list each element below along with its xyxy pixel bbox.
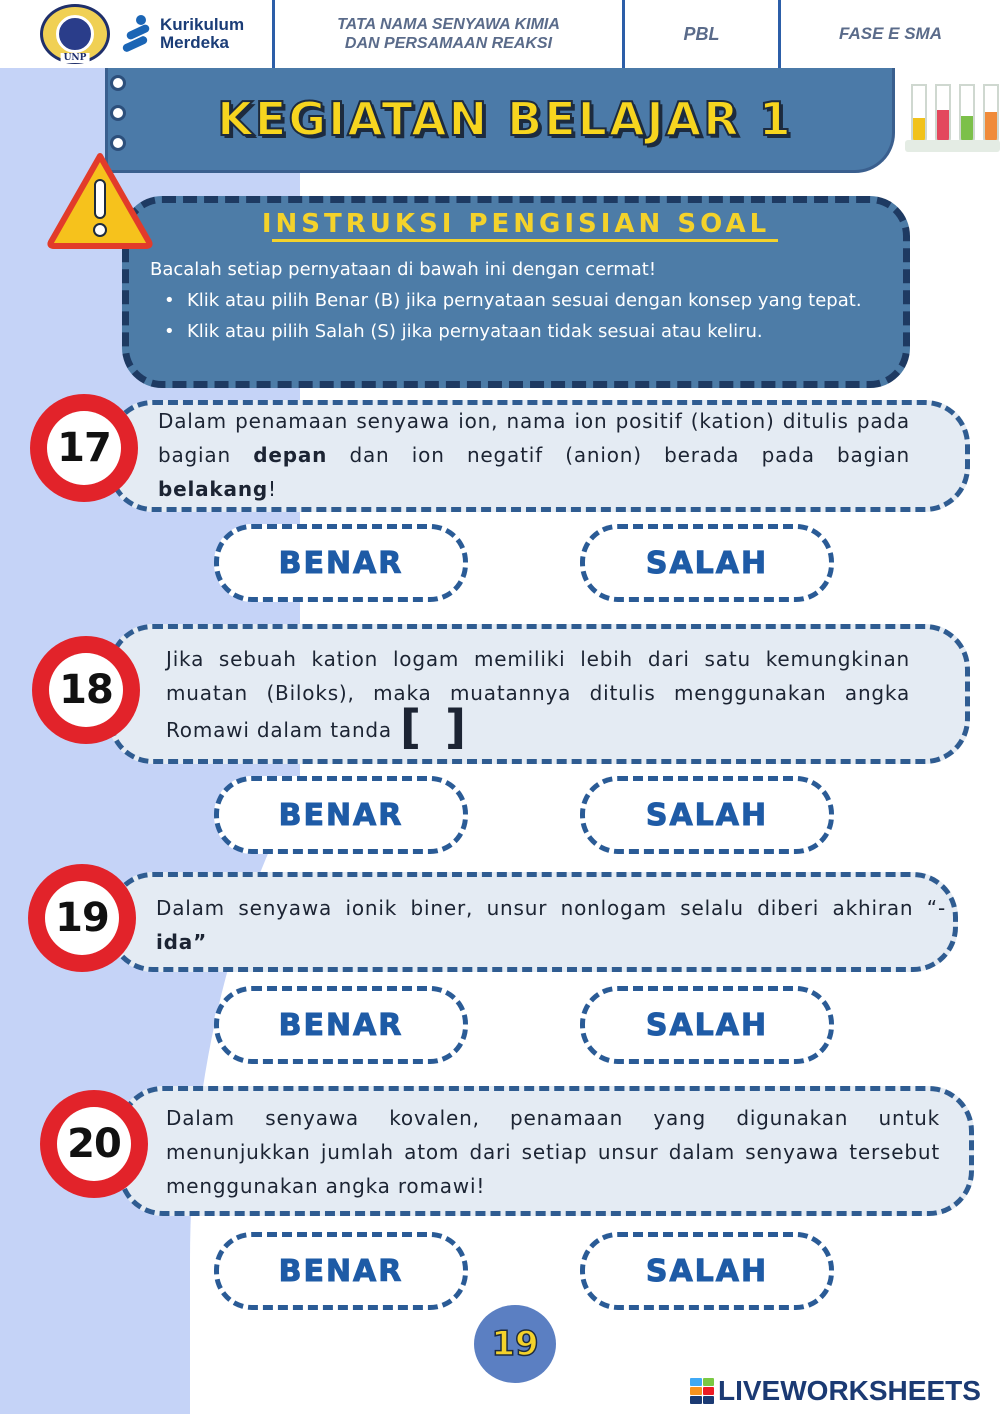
merdeka-line: Merdeka [160,33,229,52]
liveworksheets-logo [690,1375,981,1407]
header-model: PBL [622,0,778,68]
question-number-badge [28,864,136,972]
ring-icon [110,105,126,121]
header-logos [0,0,272,68]
question-text-part: ! [267,477,277,501]
university-logo [40,4,110,64]
university-emblem-icon [56,15,94,53]
kurikulum-merdeka-logo [122,15,244,53]
topic-line-2: DAN PERSAMAAN REAKSI [344,35,553,52]
topic-line-1: TATA NAMA SENYAWA KIMIA [337,16,560,33]
page-header [0,0,1000,68]
kurikulum-merdeka-text [160,16,244,52]
question-number-badge [32,636,140,744]
liveworksheets-icon [690,1378,714,1404]
question-text-18 [166,642,910,754]
answer-false-button-18[interactable]: SALAH [580,776,834,854]
question-text-bold: depan [253,443,328,467]
answer-true-button-17[interactable]: BENAR [214,524,468,602]
activity-title: KEGIATAN BELAJAR 1 [217,92,793,146]
kurikulum-line: Kurikulum [160,15,245,34]
ring-icon [110,135,126,151]
ring-icon [110,75,126,91]
answer-false-button-17[interactable]: SALAH [580,524,834,602]
page-number: 19 [474,1305,556,1383]
instruction-intro: Bacalah setiap pernyataan di bawah ini dengan cermat! [150,259,657,280]
question-number: 20 [57,1107,131,1181]
kurikulum-merdeka-icon [122,15,154,53]
instruction-item: • Klik atau pilih Salah (S) jika pernyataan tidak sesuai atau keliru. [150,316,890,347]
question-text-part: dan ion negatif (anion) berada pada bagian [327,443,910,467]
question-number: 19 [45,881,119,955]
instruction-text [150,254,890,347]
question-number-badge [40,1090,148,1198]
answer-true-button-20[interactable]: BENAR [214,1232,468,1310]
question-number-badge [30,394,138,502]
question-text-19 [156,891,946,959]
answer-false-button-20[interactable]: SALAH [580,1232,834,1310]
instruction-list [150,285,890,347]
bracket-symbol: [ ] [399,700,471,754]
liveworksheets-text: LIVEWORKSHEETS [718,1375,981,1406]
question-text-17 [158,404,910,506]
question-text-part: Dalam senyawa ionik biner, unsur nonlogam selalu diberi akhiran “- [156,896,946,920]
question-text-part: Dalam penamaan senyawa ion, nama ion positif (kation) ditulis pada bagian [158,409,910,467]
question-text-20: Dalam senyawa kovalen, penamaan yang digunakan untuk menunjukkan jumlah atom dari setiap unsur dalam senyawa tersebut menggunakan angka romawi! [166,1106,940,1198]
question-number: 18 [49,653,123,727]
instruction-title-underline [272,239,778,242]
question-text-bold: belakang [158,477,268,501]
university-logo-text: UNP [61,53,90,63]
header-topic [272,0,622,68]
warning-icon [45,150,155,250]
header-phase: FASE E SMA [778,0,1000,68]
instruction-item: • Klik atau pilih Benar (B) jika pernyataan sesuai dengan konsep yang tepat. [150,285,890,316]
question-text-bold: ida” [156,930,208,954]
answer-false-button-19[interactable]: SALAH [580,986,834,1064]
answer-true-button-18[interactable]: BENAR [214,776,468,854]
question-number: 17 [47,411,121,485]
answer-true-button-19[interactable]: BENAR [214,986,468,1064]
instruction-title: INSTRUKSI PENGISIAN SOAL [261,209,771,239]
test-tubes-icon [905,72,1000,152]
question-text-part: Jika sebuah kation logam memiliki lebih dari satu kemungkinan muatan (Biloks), maka muatannya ditulis menggunakan angka Romawi dalam tanda [166,647,910,742]
